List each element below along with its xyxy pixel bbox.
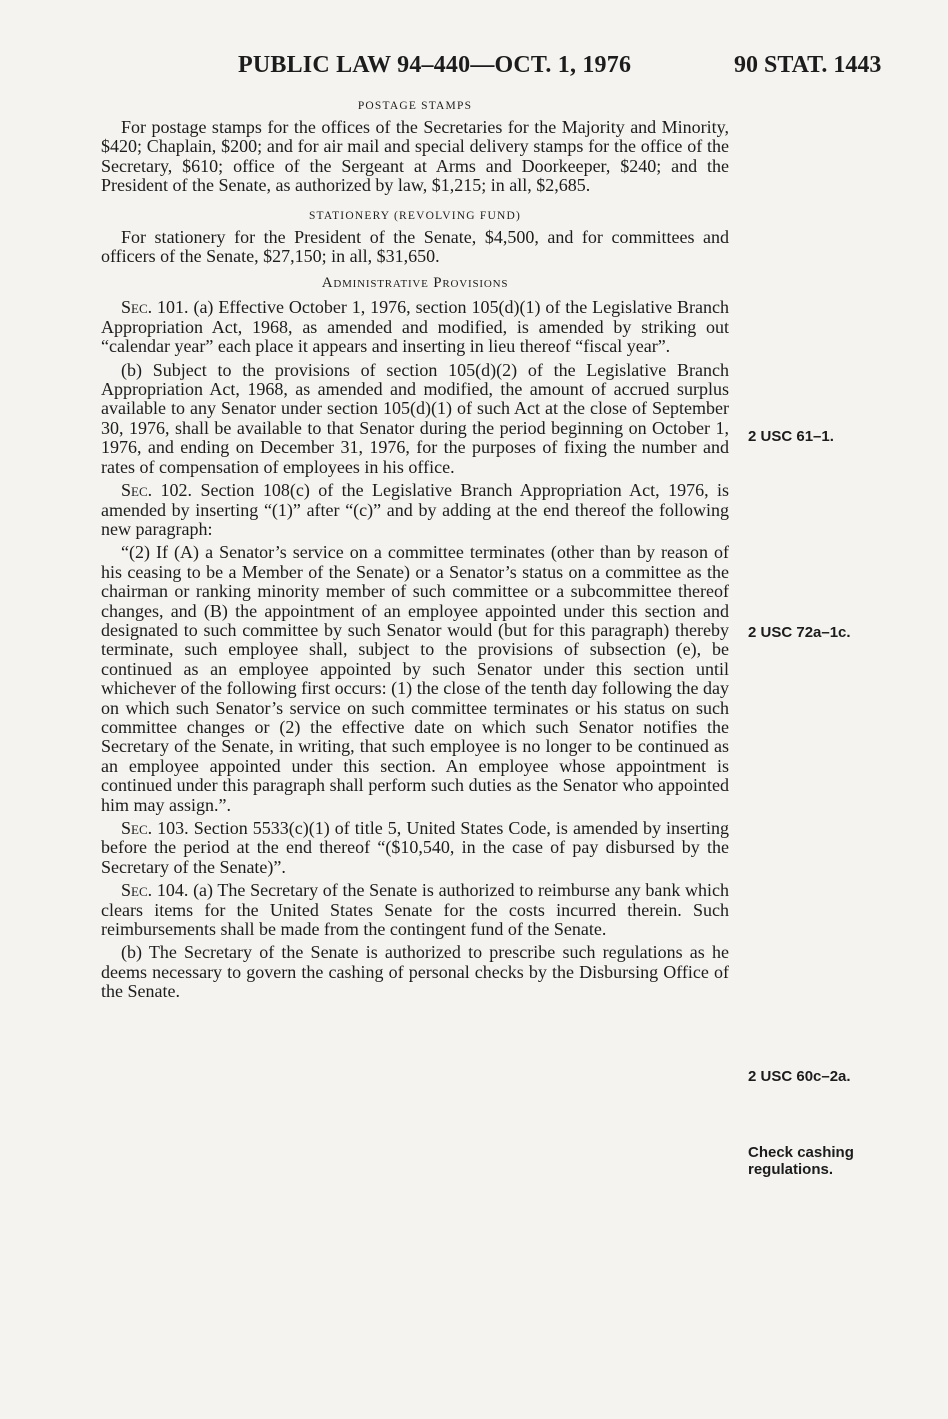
section-101-a-text: (a) Effective October 1, 1976, section 105(d)(1) of the Legislative Branch Appropriation Act, 1968, as amended and modified, is amended by striking out “calendar year” each place it appears and inserting in lieu thereof “fiscal year”. [101, 297, 730, 357]
section-103 [101, 819, 729, 877]
section-101-label: Sec. 101. [121, 297, 189, 318]
postage-paragraph: For postage stamps for the offices of the Secretaries for the Majority and Minority, $420; Chaplain, $200; and for air mail and special delivery stamps for the office of the Secretary, $610; office of the Sergeant at Arms and Doorkeeper, $240; and the President of the Senate, as authorized by law, $1,215; in all, $2,685. [101, 117, 729, 196]
stationery-heading: STATIONERY (REVOLVING FUND) [308, 209, 522, 222]
postage-heading: POSTAGE STAMPS [357, 100, 473, 112]
section-102-quoted-paragraph: “(2) If (A) a Senator’s service on a committee terminates (other than by reason of his ceasing to be a Member of the Senate) or a Senator’s status on a committee as the chairman or ranking minority member of such committee or a subcommittee thereof changes, and (B) the appointment of an employee appointed under this section and designated to such committee by such Senator would (but for this paragraph) thereby terminate, such employee shall, subject to the provisions of subsection (e), be continued as an employee appointed by such Senator under this section until whichever of the following first occurs: (1) the close of the tenth day following the day on which such Senator’s service on such committee terminates or his status on such committee changes or (2) the effective date on which such Senator notifies the Secretary of the Senate, in writing, that such employee is no longer to be continued as an employee appointed under this section. An employee whose appointment is continued under this paragraph shall perform such duties as the Senator who appointed him may assign.”. [101, 542, 729, 815]
margin-note-check-cashing-line2: regulations. [748, 1161, 834, 1178]
margin-note-2usc61-1: 2 USC 61–1. [748, 428, 834, 445]
margin-note-check-cashing [748, 1144, 854, 1178]
page-header-stat: 90 STAT. 1443 [734, 52, 882, 78]
section-104-label: Sec. 104. [121, 880, 189, 901]
section-103-label: Sec. 103. [121, 818, 189, 838]
section-101-a [101, 298, 729, 356]
margin-note-2usc60c-2a: 2 USC 60c–2a. [748, 1068, 851, 1085]
page-header-title: PUBLIC LAW 94–440—OCT. 1, 1976 [238, 52, 632, 78]
section-104-a-text: (a) The Secretary of the Senate is authorized to reimburse any bank which clears items for the United States Senate for the costs incurred therein. Such reimbursements shall be made from the contingent fund of the Senate. [101, 880, 730, 940]
margin-note-2usc72a-1c: 2 USC 72a–1c. [748, 624, 851, 641]
section-101-b: (b) Subject to the provisions of section 105(d)(2) of the Legislative Branch Appropriation Act, 1968, as amended and modified, the amount of accrued surplus available to any Senator under section 105(d)(1) of such Act at the close of September 30, 1976, shall be available to that Senator during the period beginning on October 1, 1976, and ending on December 31, 1976, for the purposes of fixing the number and rates of compensation of employees in his office. [101, 359, 729, 477]
margin-note-check-cashing-line1: Check cashing [748, 1144, 854, 1161]
section-102-label: Sec. 102. [121, 480, 193, 501]
stationery-paragraph: For stationery for the President of the Senate, $4,500, and for committees and officers of the Senate, $27,150; in all, $31,650. [101, 226, 729, 267]
section-104-b: (b) The Secretary of the Senate is authorized to prescribe such regulations as he deems necessary to govern the cashing of personal checks by the Disbursing Office of the Senate. [101, 942, 729, 1002]
document-body [101, 100, 729, 1006]
section-103-text: Section 5533(c)(1) of title 5, United States Code, is amended by inserting before the period at the end thereof “($10,540, in the case of pay disbursed by the Secretary of the Senate)”. [101, 818, 730, 877]
admin-heading-text: Administrative Provisions [321, 275, 509, 292]
section-102 [101, 481, 729, 539]
administrative-provisions-heading [101, 275, 729, 292]
section-104-a [101, 881, 729, 939]
section-102-text: Section 108(c) of the Legislative Branch Appropriation Act, 1976, is amended by inserting “(1)” after “(c)” and by adding at the end thereof the following new paragraph: [101, 480, 729, 539]
